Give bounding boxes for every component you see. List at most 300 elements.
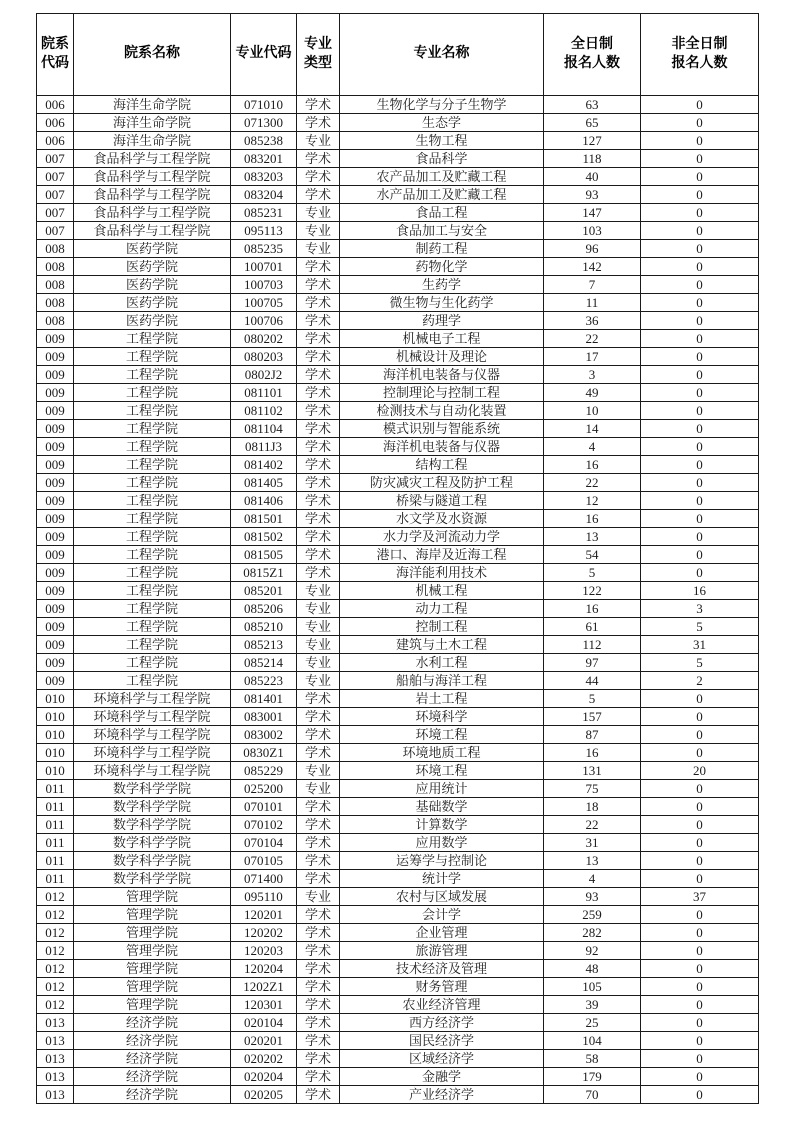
cell-parttime-applicants: 0 (641, 1050, 759, 1068)
cell-major-type: 学术 (297, 258, 340, 276)
cell-dept-code: 009 (37, 654, 74, 672)
cell-major-type: 专业 (297, 240, 340, 258)
cell-dept-name: 经济学院 (74, 1068, 231, 1086)
cell-parttime-applicants: 0 (641, 546, 759, 564)
cell-dept-code: 009 (37, 438, 74, 456)
cell-dept-code: 009 (37, 384, 74, 402)
cell-dept-name: 医药学院 (74, 312, 231, 330)
cell-major-code: 100701 (231, 258, 297, 276)
cell-parttime-applicants: 0 (641, 564, 759, 582)
cell-major-type: 专业 (297, 636, 340, 654)
table-row (37, 546, 759, 564)
cell-fulltime-applicants: 4 (544, 438, 641, 456)
cell-dept-code: 008 (37, 276, 74, 294)
cell-dept-name: 食品科学与工程学院 (74, 186, 231, 204)
cell-dept-name: 工程学院 (74, 546, 231, 564)
cell-major-name: 农业经济管理 (340, 996, 544, 1014)
cell-major-type: 专业 (297, 582, 340, 600)
cell-major-name: 桥梁与隧道工程 (340, 492, 544, 510)
cell-major-name: 建筑与土木工程 (340, 636, 544, 654)
cell-major-name: 应用数学 (340, 834, 544, 852)
cell-major-name: 旅游管理 (340, 942, 544, 960)
cell-fulltime-applicants: 40 (544, 168, 641, 186)
cell-fulltime-applicants: 14 (544, 420, 641, 438)
table-row (37, 276, 759, 294)
cell-dept-code: 011 (37, 798, 74, 816)
table-row (37, 690, 759, 708)
cell-major-code: 120203 (231, 942, 297, 960)
table-row (37, 420, 759, 438)
cell-dept-code: 009 (37, 582, 74, 600)
cell-major-name: 控制工程 (340, 618, 544, 636)
cell-dept-code: 009 (37, 348, 74, 366)
cell-major-type: 学术 (297, 816, 340, 834)
column-header-fulltime-applicants: 全日制 报名人数 (544, 14, 641, 96)
cell-parttime-applicants: 0 (641, 1014, 759, 1032)
cell-dept-name: 管理学院 (74, 888, 231, 906)
cell-dept-code: 011 (37, 780, 74, 798)
cell-dept-name: 数学科学学院 (74, 798, 231, 816)
cell-parttime-applicants: 0 (641, 816, 759, 834)
cell-major-code: 085214 (231, 654, 297, 672)
applicants-table (36, 13, 759, 1104)
cell-major-code: 120204 (231, 960, 297, 978)
cell-dept-name: 数学科学学院 (74, 870, 231, 888)
cell-major-type: 专业 (297, 762, 340, 780)
cell-major-type: 专业 (297, 672, 340, 690)
table-row (37, 366, 759, 384)
cell-fulltime-applicants: 12 (544, 492, 641, 510)
cell-major-type: 专业 (297, 222, 340, 240)
cell-major-name: 海洋机电装备与仪器 (340, 438, 544, 456)
cell-dept-name: 食品科学与工程学院 (74, 150, 231, 168)
cell-major-name: 机械电子工程 (340, 330, 544, 348)
cell-major-type: 学术 (297, 114, 340, 132)
table-row (37, 726, 759, 744)
table-row (37, 924, 759, 942)
cell-fulltime-applicants: 22 (544, 330, 641, 348)
cell-parttime-applicants: 20 (641, 762, 759, 780)
cell-dept-code: 010 (37, 690, 74, 708)
cell-major-type: 学术 (297, 996, 340, 1014)
cell-dept-code: 013 (37, 1032, 74, 1050)
cell-fulltime-applicants: 127 (544, 132, 641, 150)
cell-major-code: 083002 (231, 726, 297, 744)
cell-major-code: 081505 (231, 546, 297, 564)
cell-dept-name: 工程学院 (74, 492, 231, 510)
table-row (37, 798, 759, 816)
cell-major-type: 学术 (297, 528, 340, 546)
cell-fulltime-applicants: 11 (544, 294, 641, 312)
cell-major-type: 学术 (297, 708, 340, 726)
cell-major-name: 基础数学 (340, 798, 544, 816)
cell-dept-code: 006 (37, 114, 74, 132)
cell-major-name: 海洋机电装备与仪器 (340, 366, 544, 384)
cell-dept-code: 010 (37, 726, 74, 744)
cell-dept-code: 013 (37, 1014, 74, 1032)
cell-major-name: 西方经济学 (340, 1014, 544, 1032)
cell-major-name: 微生物与生化药学 (340, 294, 544, 312)
cell-dept-name: 医药学院 (74, 240, 231, 258)
cell-major-type: 专业 (297, 780, 340, 798)
cell-major-name: 食品加工与安全 (340, 222, 544, 240)
table-row (37, 132, 759, 150)
cell-major-name: 环境工程 (340, 726, 544, 744)
cell-dept-code: 010 (37, 762, 74, 780)
cell-dept-name: 工程学院 (74, 384, 231, 402)
cell-dept-code: 009 (37, 672, 74, 690)
cell-major-name: 金融学 (340, 1068, 544, 1086)
cell-major-name: 生药学 (340, 276, 544, 294)
cell-parttime-applicants: 0 (641, 1032, 759, 1050)
cell-dept-code: 010 (37, 708, 74, 726)
cell-dept-code: 012 (37, 906, 74, 924)
cell-major-name: 药理学 (340, 312, 544, 330)
cell-major-type: 学术 (297, 348, 340, 366)
cell-dept-name: 管理学院 (74, 996, 231, 1014)
cell-fulltime-applicants: 16 (544, 510, 641, 528)
cell-major-code: 083204 (231, 186, 297, 204)
cell-fulltime-applicants: 112 (544, 636, 641, 654)
cell-major-name: 机械工程 (340, 582, 544, 600)
cell-parttime-applicants: 0 (641, 96, 759, 114)
cell-fulltime-applicants: 18 (544, 798, 641, 816)
cell-major-type: 学术 (297, 420, 340, 438)
table-row (37, 474, 759, 492)
table-row (37, 258, 759, 276)
cell-dept-code: 013 (37, 1068, 74, 1086)
cell-dept-name: 数学科学学院 (74, 834, 231, 852)
cell-parttime-applicants: 0 (641, 1086, 759, 1104)
cell-dept-name: 医药学院 (74, 258, 231, 276)
cell-dept-code: 009 (37, 456, 74, 474)
cell-major-name: 生物化学与分子生物学 (340, 96, 544, 114)
table-row (37, 978, 759, 996)
cell-major-type: 学术 (297, 924, 340, 942)
cell-major-name: 动力工程 (340, 600, 544, 618)
cell-dept-code: 011 (37, 834, 74, 852)
table-row (37, 744, 759, 762)
cell-major-type: 学术 (297, 96, 340, 114)
cell-dept-name: 管理学院 (74, 906, 231, 924)
cell-major-code: 085213 (231, 636, 297, 654)
cell-major-code: 085238 (231, 132, 297, 150)
cell-parttime-applicants: 31 (641, 636, 759, 654)
column-header-major-code: 专业代码 (231, 14, 297, 96)
cell-major-name: 运筹学与控制论 (340, 852, 544, 870)
cell-major-name: 产业经济学 (340, 1086, 544, 1104)
cell-dept-name: 工程学院 (74, 582, 231, 600)
cell-major-type: 学术 (297, 294, 340, 312)
cell-major-type: 学术 (297, 942, 340, 960)
cell-dept-name: 经济学院 (74, 1086, 231, 1104)
cell-major-name: 生物工程 (340, 132, 544, 150)
cell-parttime-applicants: 3 (641, 600, 759, 618)
cell-major-code: 083203 (231, 168, 297, 186)
cell-dept-code: 008 (37, 258, 74, 276)
cell-dept-code: 008 (37, 312, 74, 330)
cell-fulltime-applicants: 147 (544, 204, 641, 222)
cell-parttime-applicants: 16 (641, 582, 759, 600)
cell-major-name: 船舶与海洋工程 (340, 672, 544, 690)
cell-dept-code: 007 (37, 150, 74, 168)
cell-fulltime-applicants: 118 (544, 150, 641, 168)
table-row (37, 312, 759, 330)
cell-parttime-applicants: 0 (641, 942, 759, 960)
cell-fulltime-applicants: 122 (544, 582, 641, 600)
table-row (37, 456, 759, 474)
table-row (37, 348, 759, 366)
cell-major-type: 学术 (297, 744, 340, 762)
cell-fulltime-applicants: 58 (544, 1050, 641, 1068)
table-row (37, 96, 759, 114)
cell-major-name: 计算数学 (340, 816, 544, 834)
cell-major-type: 学术 (297, 960, 340, 978)
cell-major-name: 食品工程 (340, 204, 544, 222)
cell-major-code: 100705 (231, 294, 297, 312)
cell-major-type: 学术 (297, 906, 340, 924)
cell-major-name: 区域经济学 (340, 1050, 544, 1068)
cell-major-type: 专业 (297, 654, 340, 672)
cell-dept-code: 009 (37, 474, 74, 492)
cell-major-code: 071400 (231, 870, 297, 888)
cell-dept-code: 009 (37, 618, 74, 636)
cell-major-type: 学术 (297, 186, 340, 204)
cell-major-code: 020104 (231, 1014, 297, 1032)
cell-dept-code: 009 (37, 510, 74, 528)
cell-dept-code: 006 (37, 132, 74, 150)
cell-major-code: 085229 (231, 762, 297, 780)
cell-parttime-applicants: 0 (641, 294, 759, 312)
cell-major-name: 水产品加工及贮藏工程 (340, 186, 544, 204)
cell-parttime-applicants: 0 (641, 330, 759, 348)
cell-major-type: 学术 (297, 834, 340, 852)
cell-major-name: 机械设计及理论 (340, 348, 544, 366)
cell-major-code: 120201 (231, 906, 297, 924)
cell-major-name: 港口、海岸及近海工程 (340, 546, 544, 564)
cell-major-code: 085235 (231, 240, 297, 258)
cell-major-code: 100703 (231, 276, 297, 294)
cell-dept-name: 管理学院 (74, 978, 231, 996)
cell-major-code: 020204 (231, 1068, 297, 1086)
cell-dept-name: 工程学院 (74, 564, 231, 582)
cell-fulltime-applicants: 97 (544, 654, 641, 672)
cell-major-code: 081101 (231, 384, 297, 402)
cell-dept-name: 工程学院 (74, 348, 231, 366)
cell-dept-name: 海洋生命学院 (74, 114, 231, 132)
table-row (37, 780, 759, 798)
table-row (37, 150, 759, 168)
cell-dept-name: 经济学院 (74, 1032, 231, 1050)
cell-major-type: 学术 (297, 564, 340, 582)
cell-major-name: 防灾减灾工程及防护工程 (340, 474, 544, 492)
cell-dept-name: 环境科学与工程学院 (74, 690, 231, 708)
cell-dept-code: 012 (37, 978, 74, 996)
cell-parttime-applicants: 0 (641, 186, 759, 204)
cell-dept-code: 008 (37, 240, 74, 258)
cell-fulltime-applicants: 16 (544, 744, 641, 762)
cell-parttime-applicants: 0 (641, 852, 759, 870)
cell-dept-code: 009 (37, 546, 74, 564)
table-row (37, 672, 759, 690)
cell-dept-name: 海洋生命学院 (74, 132, 231, 150)
table-row (37, 852, 759, 870)
cell-major-type: 学术 (297, 870, 340, 888)
cell-major-code: 020202 (231, 1050, 297, 1068)
cell-dept-name: 工程学院 (74, 366, 231, 384)
cell-major-code: 0815Z1 (231, 564, 297, 582)
cell-major-code: 020201 (231, 1032, 297, 1050)
column-header-major-type: 专业 类型 (297, 14, 340, 96)
cell-major-type: 专业 (297, 888, 340, 906)
cell-parttime-applicants: 0 (641, 240, 759, 258)
cell-fulltime-applicants: 44 (544, 672, 641, 690)
cell-major-type: 学术 (297, 1014, 340, 1032)
table-row (37, 816, 759, 834)
cell-dept-code: 006 (37, 96, 74, 114)
cell-dept-name: 数学科学学院 (74, 780, 231, 798)
cell-parttime-applicants: 0 (641, 168, 759, 186)
cell-major-type: 学术 (297, 150, 340, 168)
cell-major-name: 技术经济及管理 (340, 960, 544, 978)
table-row (37, 402, 759, 420)
cell-dept-name: 工程学院 (74, 330, 231, 348)
cell-major-code: 080203 (231, 348, 297, 366)
cell-major-name: 应用统计 (340, 780, 544, 798)
cell-dept-name: 工程学院 (74, 618, 231, 636)
cell-major-type: 学术 (297, 978, 340, 996)
cell-dept-code: 012 (37, 942, 74, 960)
cell-parttime-applicants: 0 (641, 780, 759, 798)
cell-parttime-applicants: 0 (641, 834, 759, 852)
cell-fulltime-applicants: 5 (544, 564, 641, 582)
cell-parttime-applicants: 0 (641, 1068, 759, 1086)
cell-parttime-applicants: 0 (641, 150, 759, 168)
cell-fulltime-applicants: 282 (544, 924, 641, 942)
cell-parttime-applicants: 0 (641, 474, 759, 492)
cell-dept-name: 数学科学学院 (74, 816, 231, 834)
cell-dept-name: 经济学院 (74, 1050, 231, 1068)
cell-major-code: 085231 (231, 204, 297, 222)
column-header-major-name: 专业名称 (340, 14, 544, 96)
table-row (37, 168, 759, 186)
cell-dept-code: 009 (37, 366, 74, 384)
table-row (37, 960, 759, 978)
cell-dept-name: 经济学院 (74, 1014, 231, 1032)
cell-parttime-applicants: 0 (641, 744, 759, 762)
table-row (37, 1050, 759, 1068)
cell-dept-code: 010 (37, 744, 74, 762)
cell-parttime-applicants: 0 (641, 690, 759, 708)
cell-fulltime-applicants: 63 (544, 96, 641, 114)
cell-dept-code: 011 (37, 870, 74, 888)
table-row (37, 294, 759, 312)
cell-dept-name: 工程学院 (74, 402, 231, 420)
cell-fulltime-applicants: 31 (544, 834, 641, 852)
cell-major-type: 学术 (297, 1050, 340, 1068)
cell-parttime-applicants: 0 (641, 726, 759, 744)
cell-major-type: 专业 (297, 132, 340, 150)
cell-major-code: 081402 (231, 456, 297, 474)
cell-major-name: 环境工程 (340, 762, 544, 780)
cell-major-code: 0802J2 (231, 366, 297, 384)
cell-major-name: 环境地质工程 (340, 744, 544, 762)
cell-fulltime-applicants: 7 (544, 276, 641, 294)
cell-parttime-applicants: 0 (641, 528, 759, 546)
table-row (37, 186, 759, 204)
cell-dept-code: 007 (37, 222, 74, 240)
cell-parttime-applicants: 2 (641, 672, 759, 690)
cell-parttime-applicants: 0 (641, 366, 759, 384)
cell-major-type: 学术 (297, 384, 340, 402)
cell-fulltime-applicants: 179 (544, 1068, 641, 1086)
table-row (37, 204, 759, 222)
cell-major-type: 学术 (297, 510, 340, 528)
cell-major-name: 模式识别与智能系统 (340, 420, 544, 438)
cell-dept-code: 009 (37, 420, 74, 438)
cell-major-code: 020205 (231, 1086, 297, 1104)
cell-major-code: 0830Z1 (231, 744, 297, 762)
cell-fulltime-applicants: 70 (544, 1086, 641, 1104)
cell-major-code: 0811J3 (231, 438, 297, 456)
cell-major-code: 081502 (231, 528, 297, 546)
cell-dept-name: 工程学院 (74, 672, 231, 690)
cell-major-type: 学术 (297, 312, 340, 330)
cell-major-name: 会计学 (340, 906, 544, 924)
cell-major-type: 学术 (297, 492, 340, 510)
cell-dept-code: 009 (37, 492, 74, 510)
header-row (37, 14, 759, 96)
cell-fulltime-applicants: 5 (544, 690, 641, 708)
cell-dept-name: 工程学院 (74, 438, 231, 456)
cell-major-type: 学术 (297, 1068, 340, 1086)
cell-parttime-applicants: 0 (641, 798, 759, 816)
cell-major-type: 专业 (297, 600, 340, 618)
table-row (37, 330, 759, 348)
table-row (37, 1032, 759, 1050)
cell-dept-code: 011 (37, 852, 74, 870)
cell-dept-code: 009 (37, 528, 74, 546)
cell-fulltime-applicants: 4 (544, 870, 641, 888)
cell-major-code: 083201 (231, 150, 297, 168)
table-row (37, 438, 759, 456)
cell-major-name: 控制理论与控制工程 (340, 384, 544, 402)
cell-major-code: 080202 (231, 330, 297, 348)
cell-parttime-applicants: 0 (641, 960, 759, 978)
cell-fulltime-applicants: 16 (544, 456, 641, 474)
cell-fulltime-applicants: 93 (544, 186, 641, 204)
cell-dept-code: 011 (37, 816, 74, 834)
cell-parttime-applicants: 0 (641, 276, 759, 294)
table-row (37, 618, 759, 636)
table-row (37, 870, 759, 888)
cell-dept-code: 009 (37, 600, 74, 618)
cell-fulltime-applicants: 142 (544, 258, 641, 276)
cell-major-code: 070105 (231, 852, 297, 870)
cell-major-type: 学术 (297, 1032, 340, 1050)
cell-dept-name: 数学科学学院 (74, 852, 231, 870)
column-header-dept-code: 院系 代码 (37, 14, 74, 96)
cell-major-type: 学术 (297, 402, 340, 420)
cell-parttime-applicants: 0 (641, 420, 759, 438)
table-row (37, 906, 759, 924)
cell-major-code: 081104 (231, 420, 297, 438)
cell-fulltime-applicants: 22 (544, 474, 641, 492)
cell-parttime-applicants: 0 (641, 114, 759, 132)
cell-major-name: 水力学及河流动力学 (340, 528, 544, 546)
cell-major-type: 学术 (297, 546, 340, 564)
cell-major-name: 企业管理 (340, 924, 544, 942)
